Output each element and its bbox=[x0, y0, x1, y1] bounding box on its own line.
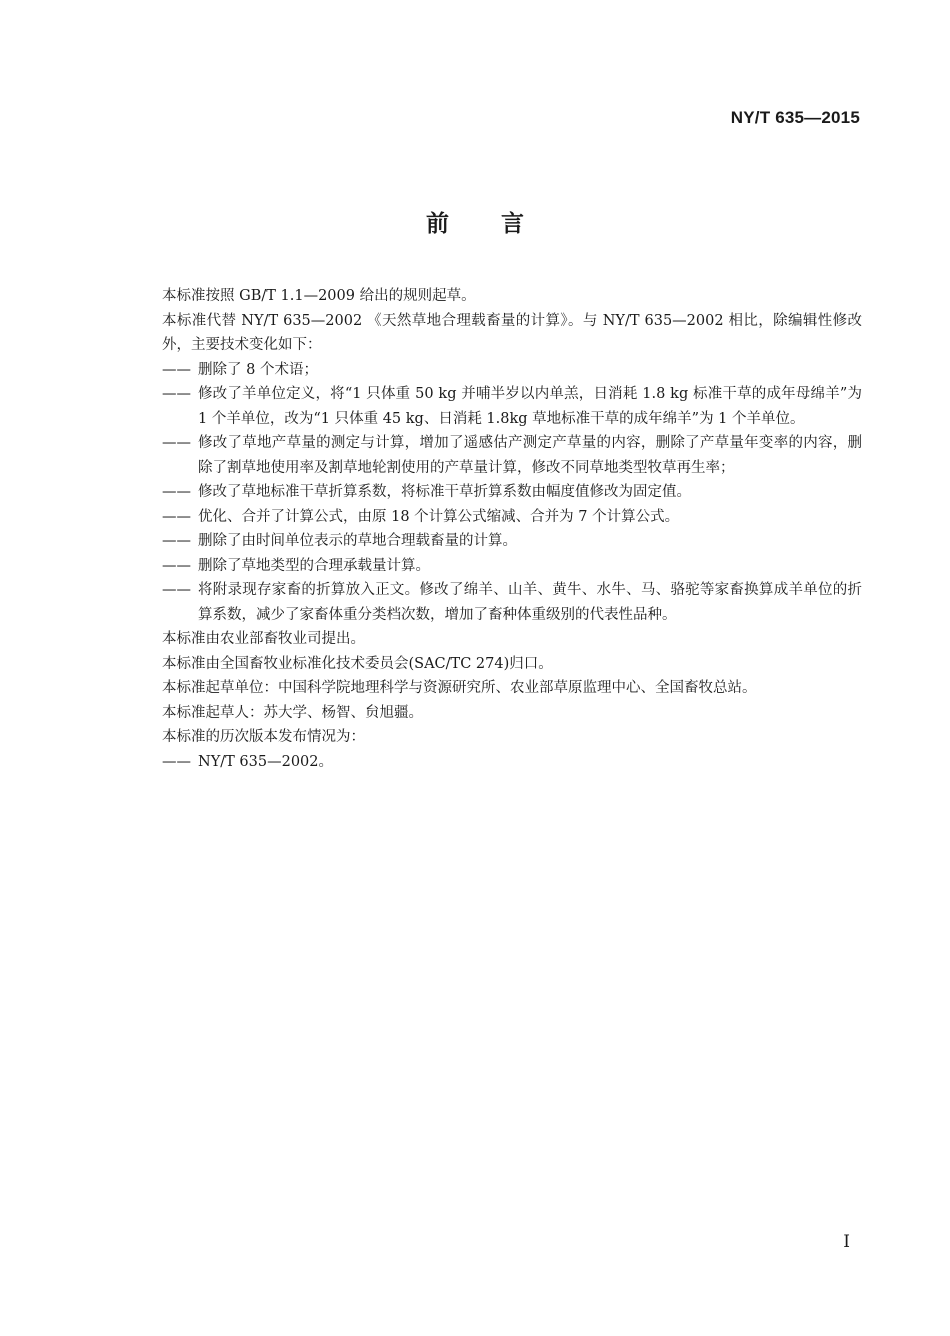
standard-number: NY/T 635—2015 bbox=[730, 108, 860, 127]
paragraph-centralized-by: 本标准由全国畜牧业标准化技术委员会(SAC/TC 274)归口。 bbox=[162, 655, 553, 672]
change-item bbox=[162, 554, 862, 579]
dash-marker: —— bbox=[162, 533, 191, 549]
dash-marker: —— bbox=[162, 582, 191, 598]
change-item bbox=[162, 505, 862, 530]
change-item bbox=[162, 382, 862, 431]
dash-marker: —— bbox=[162, 435, 191, 451]
change-item-text: 修改了草地产草量的测定与计算，增加了遥感估产测定产草量的内容，删除了产草量年变率的内容，删除了割草地使用率及割草地轮割使用的产草量计算，修改不同草地类型牧草再生率； bbox=[198, 435, 862, 476]
change-item-text: 优化、合并了计算公式，由原 18 个计算公式缩减、合并为 7 个计算公式。 bbox=[198, 508, 680, 525]
paragraph-history-intro: 本标准的历次版本发布情况为： bbox=[162, 729, 365, 745]
page-title: 前言 bbox=[426, 211, 576, 237]
dash-marker: —— bbox=[162, 386, 191, 402]
paragraph-drafters: 本标准起草人：苏大学、杨智、贠旭疆。 bbox=[162, 704, 423, 721]
paragraph-replacement-note: 本标准代替 NY/T 635—2002 《天然草地合理载畜量的计算》。与 NY/T 635—2002 相比，除编辑性修改外，主要技术变化如下： bbox=[162, 312, 862, 353]
dash-marker: —— bbox=[162, 361, 191, 378]
change-item-text: 修改了羊单位定义，将“1 只体重 50 kg 并哺半岁以内单羔，日消耗 1.8 kg 标准干草的成年母绵羊”为 1 个羊单位，改为“1 只体重 45 kg、日消耗 1.8kg 草地标准干草的成年绵羊”为 1 个羊单位。 bbox=[198, 386, 862, 427]
dash-marker: —— bbox=[162, 753, 191, 770]
dash-marker: —— bbox=[162, 484, 191, 500]
paragraph-proposed-by: 本标准由农业部畜牧业司提出。 bbox=[162, 631, 365, 647]
change-item-text: 修改了草地标准干草折算系数，将标准干草折算系数由幅度值修改为固定值。 bbox=[198, 484, 691, 500]
dash-marker: —— bbox=[162, 557, 191, 574]
history-item-text: NY/T 635—2002。 bbox=[198, 753, 334, 770]
change-item-text: 将附录现存家畜的折算放入正文。修改了绵羊、山羊、黄牛、水牛、马、骆驼等家畜换算成羊单位的折算系数，减少了家畜体重分类档次数，增加了畜种体重级别的代表性品种。 bbox=[198, 582, 862, 623]
foreword-body bbox=[162, 284, 862, 774]
change-item bbox=[162, 578, 862, 627]
paragraph-drafting-units: 本标准起草单位：中国科学院地理科学与资源研究所、农业部草原监理中心、全国畜牧总站。 bbox=[162, 680, 757, 696]
change-item-text: 删除了 8 个术语； bbox=[198, 361, 318, 378]
change-item bbox=[162, 358, 862, 383]
history-item bbox=[162, 750, 862, 775]
paragraph-drafting-rules: 本标准按照 GB/T 1.1—2009 给出的规则起草。 bbox=[162, 288, 476, 304]
change-item bbox=[162, 431, 862, 480]
change-item bbox=[162, 529, 862, 554]
dash-marker: —— bbox=[162, 508, 191, 525]
change-item-text: 删除了由时间单位表示的草地合理载畜量的计算。 bbox=[198, 533, 517, 549]
page-number: I bbox=[843, 1232, 850, 1252]
change-item-text: 删除了草地类型的合理承载量计算。 bbox=[198, 557, 430, 574]
change-item bbox=[162, 480, 862, 505]
